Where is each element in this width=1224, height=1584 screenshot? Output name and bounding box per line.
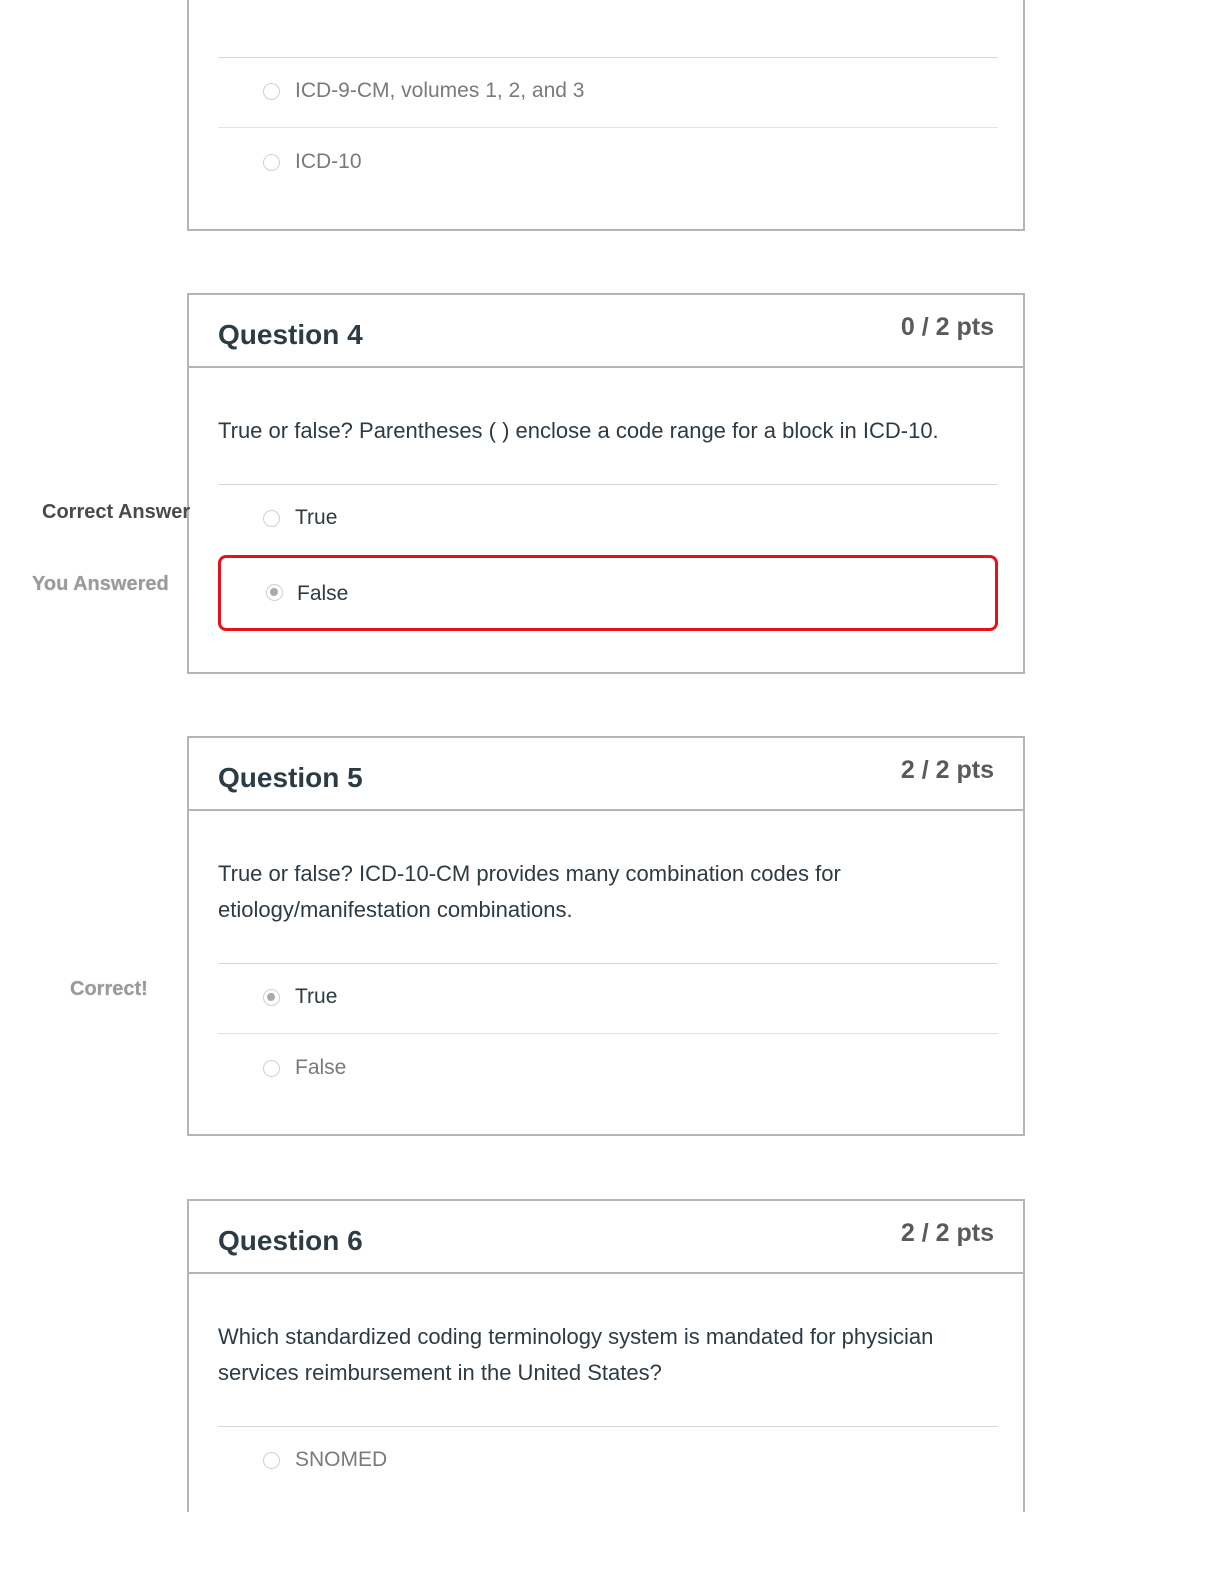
question-text: True or false? Parentheses ( ) enclose a code range for a block in ICD-10. xyxy=(218,418,939,443)
selected-incorrect-answer[interactable] xyxy=(218,555,998,631)
page-bottom-margin xyxy=(0,1512,1224,1584)
answer-label: False xyxy=(297,582,349,605)
question-title: Question 5 xyxy=(218,762,363,793)
answer-option[interactable] xyxy=(218,1035,998,1105)
correct-label: Correct! xyxy=(70,978,148,1000)
radio-button[interactable] xyxy=(263,989,280,1006)
radio-button[interactable] xyxy=(266,584,283,601)
radio-button[interactable] xyxy=(263,1060,280,1077)
answer-label: ICD-9-CM, volumes 1, 2, and 3 xyxy=(295,79,585,102)
question-4-card xyxy=(187,293,1025,674)
you-answered-label: You Answered xyxy=(32,573,169,595)
answer-option[interactable] xyxy=(218,964,998,1034)
question-points: 2 / 2 pts xyxy=(900,1219,994,1247)
answer-label: SNOMED xyxy=(295,1448,388,1471)
answer-label: True xyxy=(295,985,338,1008)
correct-answer-marker xyxy=(42,500,196,530)
question-points: 0 / 2 pts xyxy=(900,313,994,341)
question-title: Question 4 xyxy=(218,319,363,350)
answer-option[interactable] xyxy=(218,129,998,199)
divider xyxy=(218,1033,998,1034)
answer-label: False xyxy=(295,1056,347,1079)
radio-button[interactable] xyxy=(263,83,280,100)
question-title: Question 6 xyxy=(218,1225,363,1256)
question-points: 2 / 2 pts xyxy=(900,756,994,784)
radio-button[interactable] xyxy=(263,510,280,527)
divider xyxy=(218,127,998,128)
radio-button[interactable] xyxy=(263,154,280,171)
question-header xyxy=(189,295,1023,368)
correct-marker xyxy=(70,977,190,1007)
question-text: True or false? ICD-10-CM provides many combination codes for etiology/manifestation combinations. xyxy=(218,861,841,922)
answer-label: True xyxy=(295,506,338,529)
answer-option[interactable] xyxy=(218,485,998,555)
question-3-card xyxy=(187,0,1025,231)
correct-answer-label: Correct Answer xyxy=(42,501,191,523)
you-answered-marker xyxy=(32,572,186,602)
question-5-card xyxy=(187,736,1025,1136)
question-header xyxy=(189,738,1023,811)
question-text: Which standardized coding terminology system is mandated for physician services reimbursement in the United States? xyxy=(218,1324,934,1385)
question-header xyxy=(189,1201,1023,1274)
radio-button[interactable] xyxy=(263,1452,280,1469)
question-6-card xyxy=(187,1199,1025,1529)
answer-option[interactable] xyxy=(218,1427,998,1497)
answer-option[interactable] xyxy=(218,58,998,128)
answer-label: ICD-10 xyxy=(295,150,362,173)
